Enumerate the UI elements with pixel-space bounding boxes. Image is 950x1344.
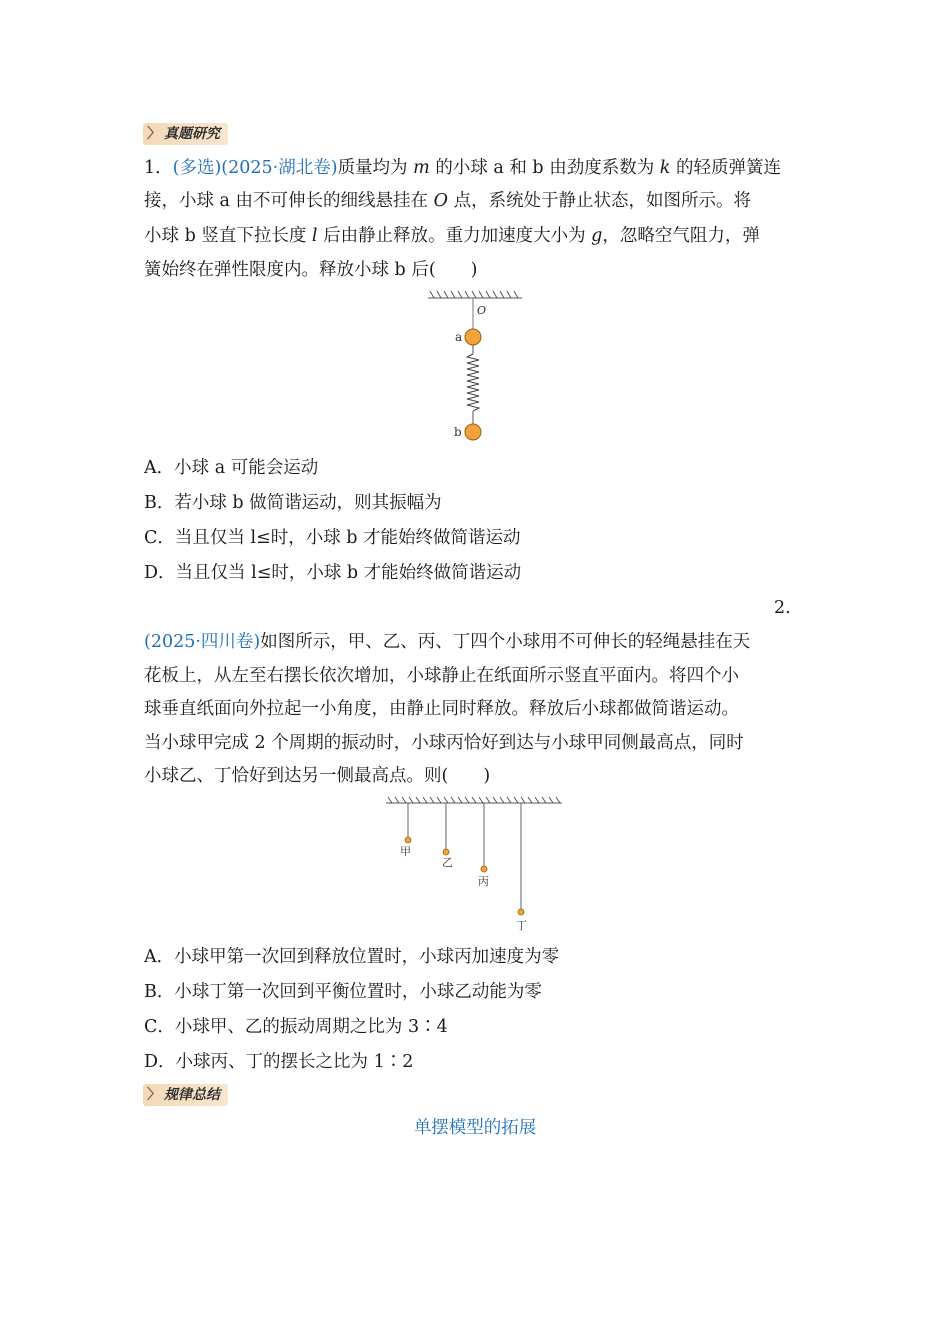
q2-option-c: C．小球甲、乙的振动周期之比为 3∶4 (144, 1017, 448, 1037)
q2-option-d: D．小球丙、丁的摆长之比为 1∶2 (144, 1052, 414, 1072)
section-tag-real-exam: 〉 真题研究 (143, 123, 228, 145)
q2-number: 2. (774, 598, 791, 618)
q2-option-a: A．小球甲第一次回到释放位置时，小球丙加速度为零 (144, 947, 560, 967)
q1-line-3: 小球 b 竖直下拉长度 l 后由静止释放。重力加速度大小为 g，忽略空气阻力，弹 (144, 226, 760, 246)
pendulum-bing (478, 803, 489, 888)
svg-text:丙: 丙 (478, 875, 489, 888)
q1-option-a: A．小球 a 可能会运动 (144, 458, 319, 478)
svg-text:乙: 乙 (442, 856, 453, 869)
q2-line-2: 花板上，从左至右摆长依次增加，小球静止在纸面所示竖直平面内。将四个小 (144, 666, 739, 686)
pendulum-ding (516, 803, 527, 932)
q1-line-4: 簧始终在弹性限度内。释放小球 b 后( ) (144, 260, 478, 280)
chevron-right-icon: 〉 (147, 1087, 161, 1103)
section-tag-summary: 〉 规律总结 (143, 1084, 228, 1106)
q1-option-c: C．当且仅当 l≤时，小球 b 才能始终做简谐运动 (144, 528, 521, 548)
ceiling-hatching-2 (386, 797, 562, 803)
q2-line-1: (2025·四川卷)如图所示，甲、乙、丙、丁四个小球用不可伸长的轻绳悬挂在天 (144, 632, 751, 652)
q2-option-b: B．小球丁第一次回到平衡位置时，小球乙动能为零 (144, 982, 542, 1002)
ball-b (465, 424, 481, 440)
chevron-right-icon: 〉 (147, 126, 161, 142)
label-O: O (477, 304, 487, 317)
spring-system-figure (420, 288, 530, 448)
pendulums-figure (384, 795, 566, 937)
ball-a (465, 329, 481, 345)
pendulum-yi (442, 803, 453, 869)
svg-text:丁: 丁 (516, 919, 527, 932)
q1-line-1: 1．(多选)(2025·湖北卷)质量均为 m 的小球 a 和 b 由劲度系数为 k 的轻质弹簧连 (144, 158, 781, 178)
q2-line-4: 当小球甲完成 2 个周期的振动时，小球丙恰好到达与小球甲同侧最高点，同时 (144, 733, 744, 753)
q1-option-d: D．当且仅当 l≤时，小球 b 才能始终做简谐运动 (144, 563, 522, 583)
q1-option-b: B．若小球 b 做简谐运动，则其振幅为 (144, 493, 442, 513)
label-a: a (455, 330, 463, 344)
q2-line-3: 球垂直纸面向外拉起一小角度，由静止同时释放。释放后小球都做简谐运动。 (144, 699, 739, 719)
pendulum-jia (400, 803, 411, 858)
q2-line-5: 小球乙、丁恰好到达另一侧最高点。则( ) (144, 766, 491, 786)
q1-line-2: 接，小球 a 由不可伸长的细线悬挂在 O 点，系统处于静止状态，如图所示。将 (144, 191, 752, 211)
label-b: b (454, 425, 462, 439)
section-heading: 单摆模型的拓展 (413, 1118, 537, 1138)
svg-text:甲: 甲 (400, 845, 411, 858)
